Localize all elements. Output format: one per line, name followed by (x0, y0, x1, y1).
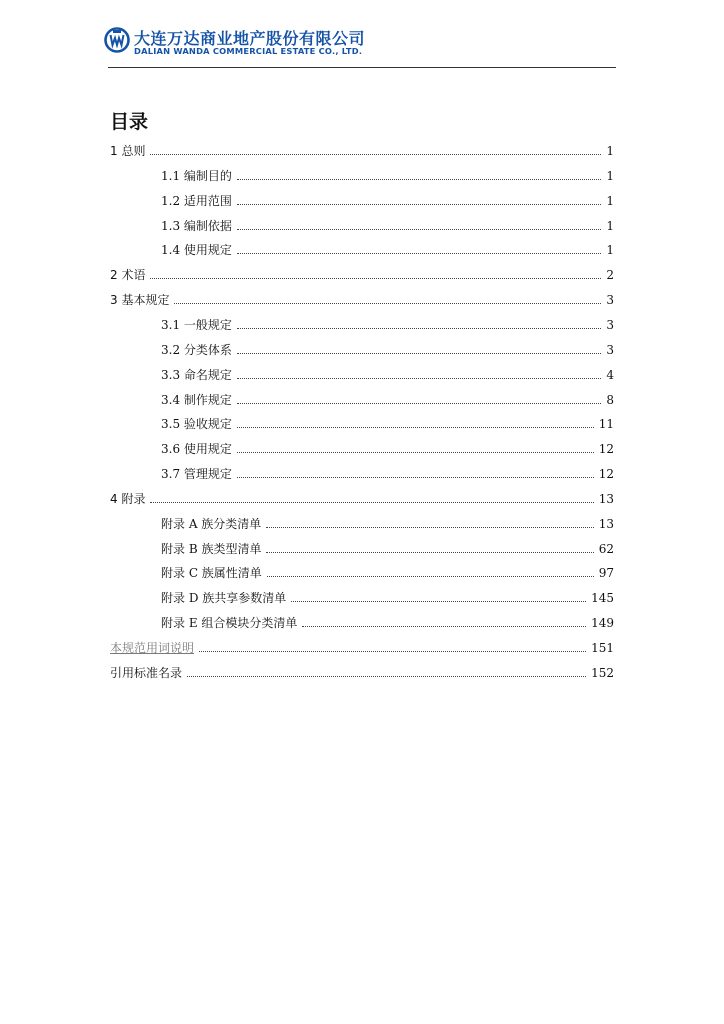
toc-section-entry (110, 142, 614, 160)
toc-page-number: 11 (598, 417, 614, 432)
toc-entry-label: 附录 A 族分类清单 (161, 516, 262, 531)
toc-entry-label: 1.3 编制依据 (161, 218, 232, 233)
toc-entry-label: 3.3 命名规定 (161, 367, 232, 382)
toc-page-number: 4 (606, 367, 614, 382)
toc-section-entry (110, 266, 614, 284)
toc-section-entry[interactable] (110, 639, 614, 657)
dot-leader (237, 452, 594, 453)
dot-leader (266, 527, 593, 528)
header-divider (108, 67, 616, 68)
dot-leader (237, 427, 594, 428)
toc-entry-label: 1.1 编制目的 (161, 168, 232, 183)
toc-subsection-entry (161, 167, 614, 185)
dot-leader (150, 154, 601, 155)
toc-entry-label: 1 总则 (110, 144, 146, 158)
toc-entry-label: 3.5 验收规定 (161, 417, 232, 432)
toc-entry-label: 3.6 使用规定 (161, 442, 232, 457)
company-name-cn: 大连万达商业地产股份有限公司 (134, 29, 366, 48)
document-header (102, 24, 616, 68)
toc-subsection-entry (161, 564, 614, 582)
toc-entry-label: 4 附录 (110, 491, 146, 506)
dot-leader (237, 253, 601, 254)
toc-entry-label: 1.4 使用规定 (161, 243, 232, 258)
toc-entry-label: 引用标准名录 (110, 665, 183, 680)
dot-leader (237, 403, 601, 404)
dot-leader (174, 303, 601, 304)
dot-leader (302, 626, 586, 627)
toc-title: 目录 (110, 111, 149, 133)
toc-page-number: 8 (606, 392, 614, 407)
toc-subsection-entry (161, 515, 614, 533)
toc-page-number: 12 (598, 442, 614, 457)
toc-page-number: 1 (606, 168, 614, 183)
dot-leader (237, 378, 601, 379)
toc-page-number: 3 (606, 342, 614, 357)
toc-page-number: 1 (606, 218, 614, 233)
toc-page-number: 149 (591, 616, 614, 631)
toc-entry-label: 3.2 分类体系 (161, 342, 232, 357)
toc-subsection-entry (161, 391, 614, 409)
toc-entry-label: 附录 C 族属性清单 (161, 566, 262, 581)
toc-page-number: 62 (598, 541, 614, 556)
toc-page-number: 1 (606, 243, 614, 258)
toc-page-number: 97 (598, 566, 614, 581)
toc-page-number: 3 (606, 293, 614, 308)
toc-entry-label: 附录 B 族类型清单 (161, 541, 262, 556)
toc-entry-label: 1.2 适用范围 (161, 193, 232, 208)
dot-leader (150, 502, 593, 503)
dot-leader (237, 229, 601, 230)
toc-entry-label: 3.1 一般规定 (161, 317, 232, 332)
toc-page-number: 1 (606, 144, 614, 158)
toc-subsection-entry (161, 341, 614, 359)
toc-subsection-entry (161, 440, 614, 458)
toc-subsection-entry (161, 241, 614, 259)
toc-section-entry (110, 490, 614, 508)
toc-page-number: 12 (598, 467, 614, 482)
toc-entry-label: 附录 D 族共享参数清单 (161, 591, 287, 606)
dot-leader (237, 477, 594, 478)
toc-page-number: 3 (606, 317, 614, 332)
toc-entry-label: 3.7 管理规定 (161, 467, 232, 482)
toc-subsection-entry (161, 614, 614, 632)
toc-subsection-entry (161, 316, 614, 334)
wanda-logo-icon (104, 27, 130, 53)
dot-leader (199, 651, 586, 652)
dot-leader (267, 576, 594, 577)
toc-subsection-entry (161, 540, 614, 558)
dot-leader (237, 328, 601, 329)
toc-entry-label: 3 基本规定 (110, 293, 170, 308)
toc-page-number: 2 (606, 268, 614, 283)
toc-subsection-entry (161, 217, 614, 235)
toc-subsection-entry (161, 192, 614, 210)
company-name-en: DALIAN WANDA COMMERCIAL ESTATE CO., LTD. (134, 46, 363, 56)
toc-section-entry (110, 291, 614, 309)
dot-leader (237, 353, 601, 354)
toc-page-number: 152 (591, 665, 614, 680)
dot-leader (266, 552, 593, 553)
toc-page-number: 13 (598, 516, 614, 531)
toc-page-number: 13 (598, 491, 614, 506)
toc-page-number: 1 (606, 193, 614, 208)
dot-leader (237, 204, 601, 205)
toc-subsection-entry (161, 589, 614, 607)
toc-subsection-entry (161, 366, 614, 384)
toc-entry-label: 3.4 制作规定 (161, 392, 232, 407)
dot-leader (187, 676, 586, 677)
toc-entry-label: 附录 E 组合模块分类清单 (161, 616, 298, 631)
toc-subsection-entry (161, 415, 614, 433)
toc-entry-link[interactable]: 本规范用词说明 (110, 641, 195, 655)
toc-subsection-entry (161, 465, 614, 483)
toc-page-number: 145 (591, 591, 614, 606)
dot-leader (237, 179, 601, 180)
dot-leader (291, 601, 586, 602)
toc-section-entry (110, 664, 614, 682)
dot-leader (150, 278, 601, 279)
toc-entry-label: 2 术语 (110, 268, 146, 283)
toc-page-number: 151 (591, 641, 614, 655)
